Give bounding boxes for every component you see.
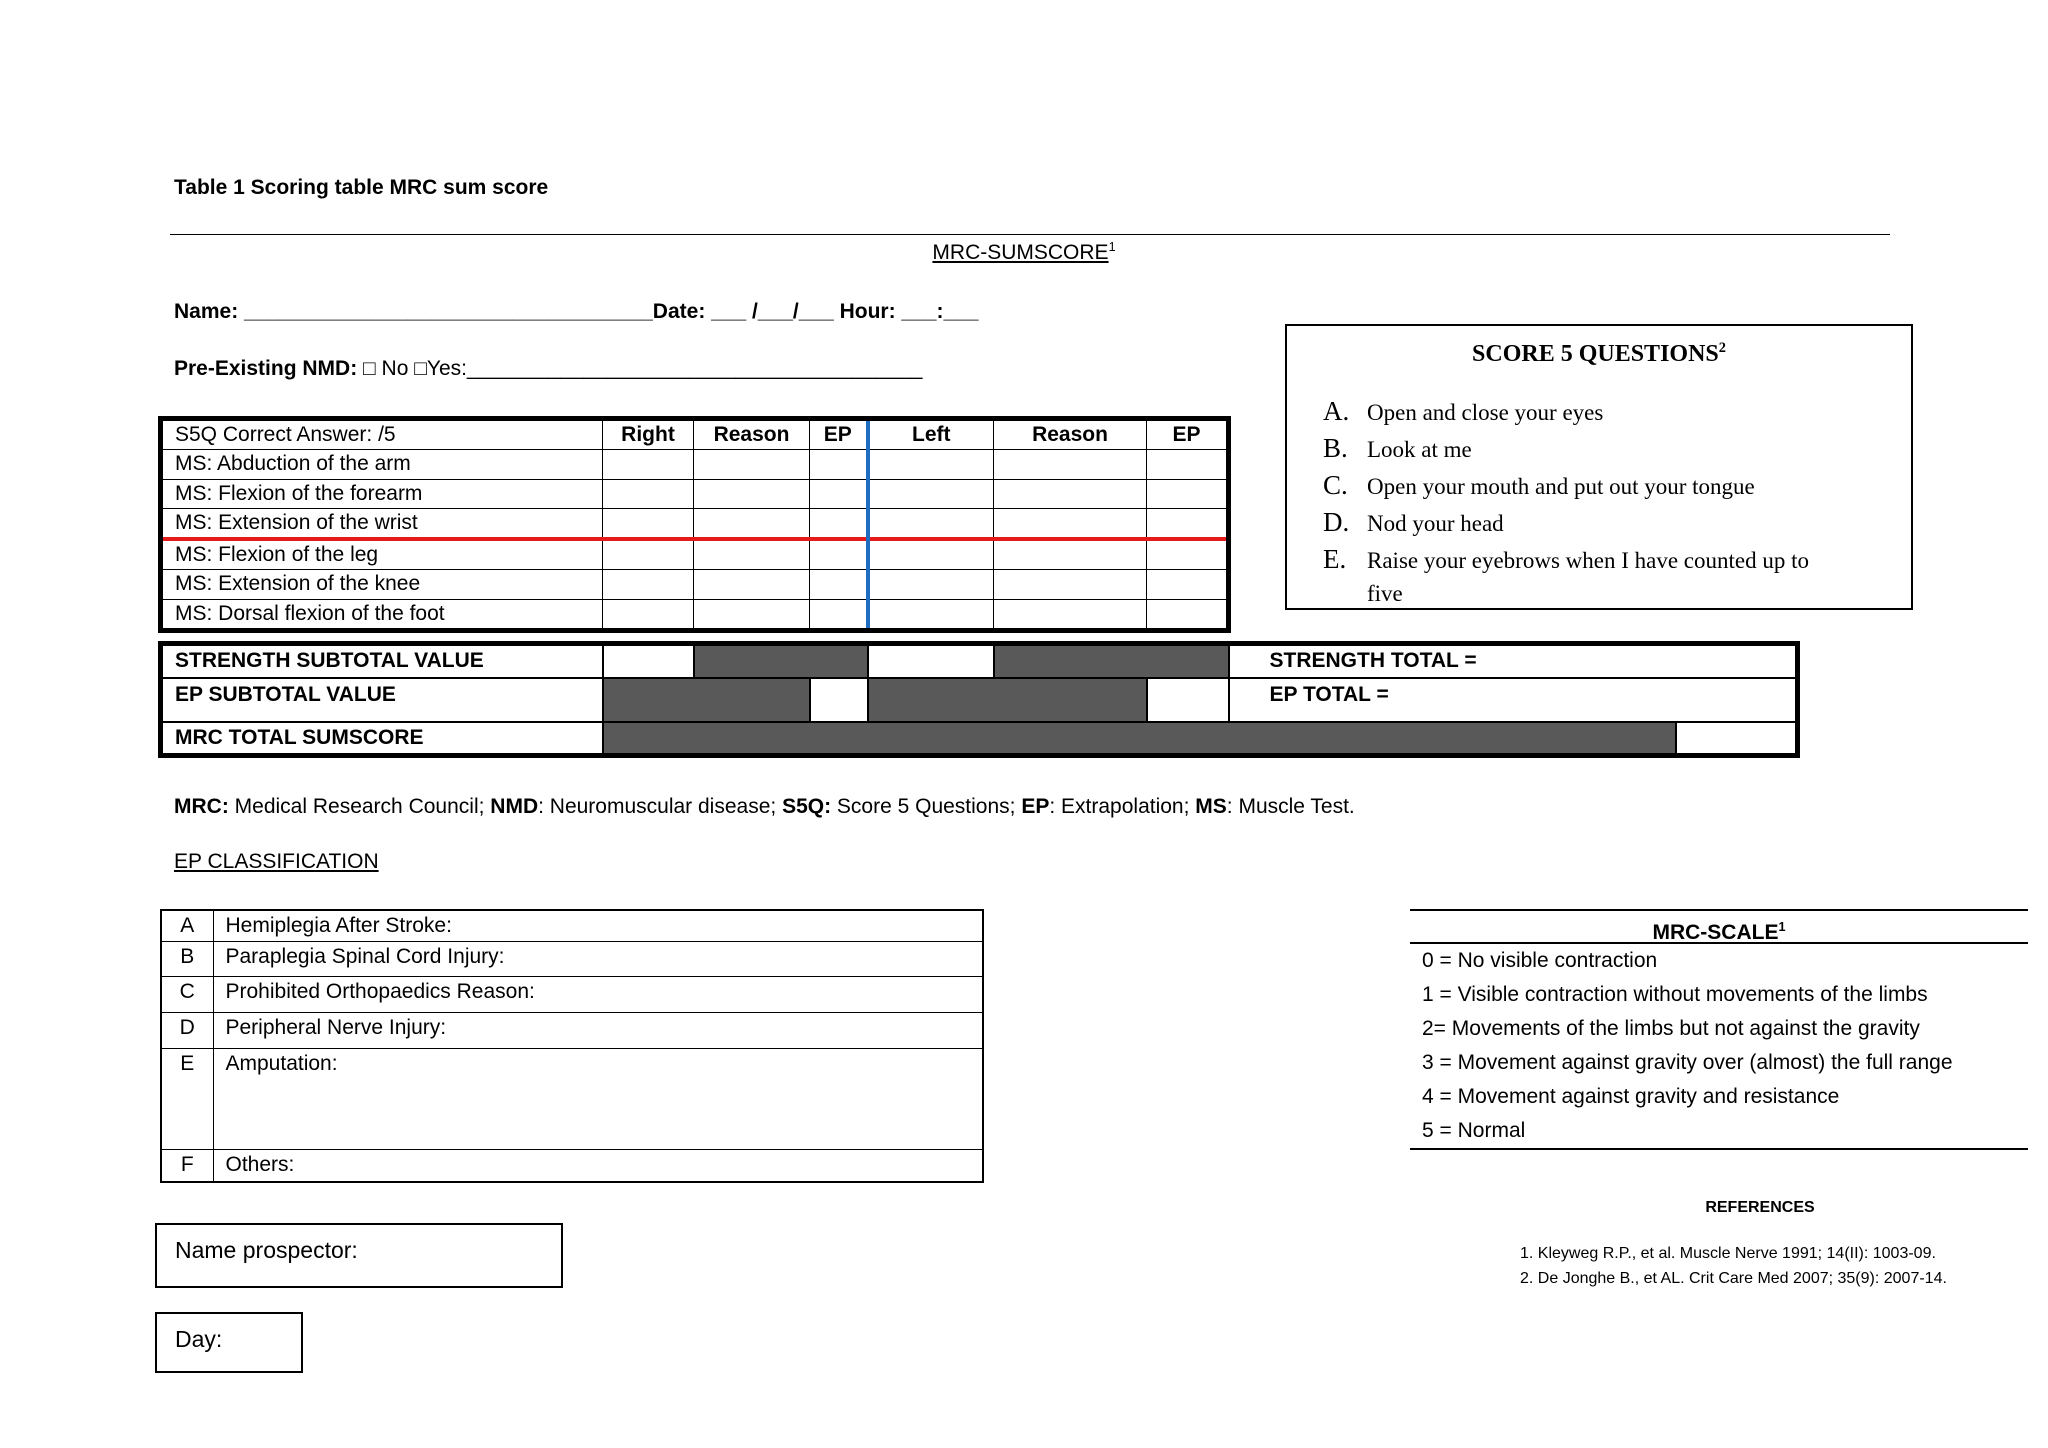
score-cell[interactable]	[868, 509, 994, 540]
table-row	[161, 450, 1229, 480]
nmd-options[interactable]: □ No □Yes:_______________________________________	[357, 357, 923, 380]
score-cell[interactable]	[868, 450, 994, 480]
question-letter: A.	[1323, 396, 1350, 426]
scale-item: 1 = Visible contraction without movements of the limbs	[1422, 983, 1928, 1006]
score-cell[interactable]	[1147, 509, 1229, 540]
question-letter: B.	[1323, 433, 1348, 463]
day-field[interactable]: Day:	[155, 1312, 303, 1373]
abbr-text: Score 5 Questions;	[831, 795, 1022, 818]
list-item	[161, 1013, 983, 1049]
mrc-scale-box	[1410, 909, 2028, 1150]
s5q-title-superscript: 2	[1718, 340, 1726, 356]
score-cell[interactable]	[1147, 570, 1229, 600]
shaded-cell	[868, 678, 1147, 722]
question-text: Look at me	[1367, 437, 1472, 462]
header-ep-right: EP	[810, 419, 868, 450]
abbr: MS	[1195, 795, 1227, 818]
strength-subtotal-label: STRENGTH SUBTOTAL VALUE	[161, 644, 603, 678]
table-row	[161, 599, 1229, 630]
score-cell[interactable]	[694, 539, 810, 570]
score-cell[interactable]	[603, 539, 694, 570]
score-cell[interactable]	[868, 479, 994, 509]
score-cell[interactable]	[603, 450, 694, 480]
shaded-cell	[994, 644, 1229, 678]
s5q-correct-answer-cell[interactable]: S5Q Correct Answer: /5	[161, 419, 603, 450]
ep-letter: A	[161, 910, 213, 942]
abbr-text: : Muscle Test.	[1226, 795, 1355, 818]
muscle-label: MS: Dorsal flexion of the foot	[161, 599, 603, 630]
table-header-row	[161, 419, 1229, 450]
ep-letter: C	[161, 977, 213, 1013]
ep-text-field[interactable]: Hemiplegia After Stroke:	[213, 910, 983, 942]
mrc-total-row	[161, 722, 1798, 756]
abbr-text: : Extrapolation;	[1049, 795, 1196, 818]
abbr: EP	[1021, 795, 1050, 818]
score-cell[interactable]	[694, 450, 810, 480]
s5q-title-text: SCORE 5 QUESTIONS	[1472, 341, 1719, 367]
score-cell[interactable]	[994, 479, 1147, 509]
ep-letter: B	[161, 942, 213, 977]
question-text: Nod your head	[1367, 511, 1504, 536]
muscle-label: MS: Extension of the knee	[161, 570, 603, 600]
question-letter: C.	[1323, 470, 1348, 500]
shaded-cell	[603, 722, 1676, 756]
score-cell[interactable]	[603, 509, 694, 540]
mrc-scale-title	[1410, 911, 2028, 944]
totals-table	[158, 641, 1800, 758]
score-cell[interactable]	[1147, 599, 1229, 630]
score-cell[interactable]	[868, 570, 994, 600]
muscle-label: MS: Flexion of the forearm	[161, 479, 603, 509]
score-cell[interactable]	[1147, 539, 1229, 570]
nmd-label: Pre-Existing NMD:	[174, 357, 358, 380]
header-ep-left: EP	[1147, 419, 1229, 450]
pre-existing-nmd-field[interactable]	[174, 357, 923, 381]
ep-total-field[interactable]: EP TOTAL =	[1229, 678, 1798, 722]
question-text: five	[1367, 581, 1403, 606]
header-reason-right: Reason	[694, 419, 810, 450]
score-cell[interactable]	[1147, 450, 1229, 480]
question-letter: D.	[1323, 507, 1350, 537]
shaded-cell	[694, 644, 868, 678]
ep-subtotal-label: EP SUBTOTAL VALUE	[161, 678, 603, 722]
table-row	[161, 570, 1229, 600]
question-letter: E.	[1323, 544, 1347, 574]
score-cell[interactable]	[603, 599, 694, 630]
list-item	[161, 1049, 983, 1150]
strength-right-cell[interactable]	[603, 644, 694, 678]
score-cell[interactable]	[810, 509, 868, 540]
scale-item: 0 = No visible contraction	[1422, 949, 1658, 972]
ep-text-field[interactable]: Others:	[213, 1150, 983, 1182]
ep-text-field[interactable]: Prohibited Orthopaedics Reason:	[213, 977, 983, 1013]
ep-letter: D	[161, 1013, 213, 1049]
list-item	[161, 1150, 983, 1182]
scale-item: 4 = Movement against gravity and resistance	[1422, 1085, 1840, 1108]
score-cell[interactable]	[810, 479, 868, 509]
strength-subtotal-row	[161, 644, 1798, 678]
ep-classification-table	[160, 909, 984, 1183]
mrc-scale-title-superscript: 1	[1778, 920, 1786, 934]
abbreviations-legend	[174, 795, 1355, 819]
strength-total-field[interactable]: STRENGTH TOTAL =	[1229, 644, 1798, 678]
score-cell[interactable]	[994, 570, 1147, 600]
scale-item: 3 = Movement against gravity over (almost) the full range	[1422, 1051, 1953, 1074]
scale-item: 5 = Normal	[1422, 1119, 1526, 1142]
header-right: Right	[603, 419, 694, 450]
question-item	[1323, 507, 1504, 538]
ep-text-field[interactable]: Amputation:	[213, 1049, 983, 1150]
scale-item: 2= Movements of the limbs but not against the gravity	[1422, 1017, 1920, 1040]
question-text: Open and close your eyes	[1367, 400, 1604, 425]
abbr: S5Q:	[782, 795, 832, 818]
score-cell[interactable]	[994, 599, 1147, 630]
abbr: MRC:	[174, 795, 229, 818]
header-left: Left	[868, 419, 994, 450]
reference-item: 1. Kleyweg R.P., et al. Muscle Nerve 1991; 14(II): 1003-09.	[1520, 1245, 1936, 1262]
score-cell[interactable]	[810, 450, 868, 480]
strength-left-cell[interactable]	[868, 644, 994, 678]
score-cell[interactable]	[603, 570, 694, 600]
muscle-label: MS: Flexion of the leg	[161, 539, 603, 570]
list-item	[161, 942, 983, 977]
form-title	[0, 240, 2048, 265]
score-cell[interactable]	[694, 599, 810, 630]
score-cell[interactable]	[810, 539, 868, 570]
ep-classification-heading: EP CLASSIFICATION	[174, 850, 379, 873]
question-item	[1323, 581, 1403, 607]
abbr-text: Medical Research Council;	[228, 795, 491, 818]
name-date-hour-field[interactable]: Name: ___________________________________Date: ___ /___/___ Hour: ___:___	[174, 300, 979, 323]
top-rule	[170, 234, 1890, 235]
form-title-text: MRC-SUMSCORE	[932, 241, 1109, 264]
table-row	[161, 479, 1229, 509]
table-row	[161, 539, 1229, 570]
question-text: Open your mouth and put out your tongue	[1367, 474, 1755, 499]
score-cell[interactable]	[994, 539, 1147, 570]
score-cell[interactable]	[694, 570, 810, 600]
mrc-scale-title-text: MRC-SCALE	[1652, 921, 1779, 944]
score-5-questions-box	[1285, 324, 1913, 610]
form-title-superscript: 1	[1108, 240, 1116, 254]
question-item	[1323, 433, 1472, 464]
shaded-cell	[603, 678, 810, 722]
score-cell[interactable]	[1147, 479, 1229, 509]
ep-text-field[interactable]: Peripheral Nerve Injury:	[213, 1013, 983, 1049]
references-title: REFERENCES	[1705, 1199, 1815, 1216]
score-cell[interactable]	[694, 509, 810, 540]
question-item	[1323, 396, 1603, 427]
ep-letter: F	[161, 1150, 213, 1182]
score-cell[interactable]	[810, 599, 868, 630]
name-prospector-field[interactable]: Name prospector:	[155, 1223, 563, 1288]
ep-subtotal-row	[161, 678, 1798, 722]
score-cell[interactable]	[994, 509, 1147, 540]
score-cell[interactable]	[810, 570, 868, 600]
ep-letter: E	[161, 1049, 213, 1150]
score-cell[interactable]	[994, 450, 1147, 480]
score-cell[interactable]	[868, 599, 994, 630]
header-reason-left: Reason	[994, 419, 1147, 450]
ep-right-cell[interactable]	[810, 678, 868, 722]
table-row	[161, 509, 1229, 540]
question-item	[1323, 544, 1809, 575]
table-title: Table 1 Scoring table MRC sum score	[174, 176, 549, 199]
list-item	[161, 977, 983, 1013]
ep-left-cell[interactable]	[1147, 678, 1229, 722]
mrc-total-value-cell[interactable]	[1676, 722, 1798, 756]
abbr-text: : Neuromuscular disease;	[538, 795, 783, 818]
question-item	[1323, 470, 1755, 501]
muscle-label: MS: Extension of the wrist	[161, 509, 603, 540]
score-cell[interactable]	[694, 479, 810, 509]
score-cell[interactable]	[868, 539, 994, 570]
abbr: NMD	[490, 795, 539, 818]
question-text: Raise your eyebrows when I have counted up to	[1367, 548, 1809, 573]
list-item	[161, 910, 983, 942]
ep-text-field[interactable]: Paraplegia Spinal Cord Injury:	[213, 942, 983, 977]
muscle-label: MS: Abduction of the arm	[161, 450, 603, 480]
mrc-total-label: MRC TOTAL SUMSCORE	[161, 722, 603, 756]
reference-item: 2. De Jonghe B., et AL. Crit Care Med 2007; 35(9): 2007-14.	[1520, 1270, 1947, 1287]
muscle-scoring-table	[158, 416, 1231, 633]
score-cell[interactable]	[603, 479, 694, 509]
s5q-title	[1287, 340, 1911, 368]
